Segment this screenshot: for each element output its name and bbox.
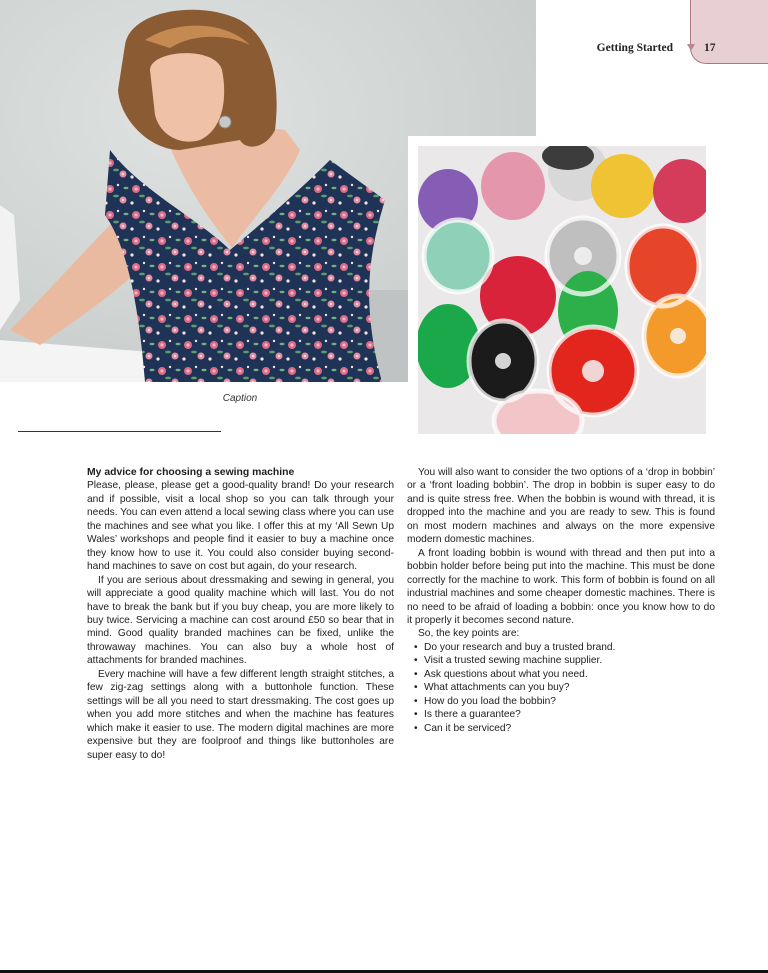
body-paragraph: Every machine will have a few different length straight stitches, a few zig-zag settings along with a buttonhole function. These settings will be all you need to start dressmaking. The cost goes up when you add more stitches and when the machine has features which make it easier to use. The modern digital machines are more expensive but they are foolproof and things like buttonholes are super easy to do! bbox=[87, 668, 394, 761]
list-item-text: Visit a trusted sewing machine supplier. bbox=[424, 655, 603, 667]
bobbins-photo-frame bbox=[408, 136, 718, 446]
bullet-icon: • bbox=[414, 668, 418, 680]
body-paragraph: A front loading bobbin is wound with thread and then put into a bobbin holder before being put into the machine. This must be done correctly for the machine to work. This form of bobbin is found on all industrial machines and some cheaper domestic machines. There is no need to be afraid of loading a bobbin: once you know how to do it properly it becomes second nature. bbox=[407, 547, 715, 626]
list-item-text: Is there a guarantee? bbox=[424, 709, 521, 721]
body-paragraph: If you are serious about dressmaking and sewing in general, you will appreciate a good quality machine which will last. You do not have to break the bank but if you buy cheap, you are more likely to buy twice. Servicing a machine can cost around £50 so bear that in mind. Good quality branded machines can be fixed, unlike the throwaway machines. You can also buy a whole host of attachments for branded machines. bbox=[87, 574, 394, 667]
list-item-text: Ask questions about what you need. bbox=[424, 668, 588, 680]
left-text-column bbox=[87, 466, 394, 762]
bullet-icon: • bbox=[414, 641, 418, 653]
section-divider bbox=[18, 431, 221, 432]
bullet-icon: • bbox=[414, 709, 418, 721]
list-item bbox=[414, 722, 715, 735]
colorful-bobbins-photo bbox=[418, 146, 706, 434]
list-item bbox=[414, 654, 715, 667]
section-heading: My advice for choosing a sewing machine bbox=[87, 467, 295, 478]
list-item-text: What attachments can you buy? bbox=[424, 682, 570, 694]
bullet-icon: • bbox=[414, 682, 418, 694]
page-number: 17 bbox=[704, 42, 716, 54]
list-item bbox=[414, 708, 715, 721]
triangle-marker-icon bbox=[687, 44, 695, 51]
bullet-icon: • bbox=[414, 722, 418, 734]
body-paragraph: You will also want to consider the two options of a ‘drop in bobbin’ or a ‘front loading bobbin’. The drop in bobbin is super easy to do and is quite stress free. When the bobbin is wound with thread, it is dropped into the machine and you are ready to sew. This is found on most modern machines and always on the more expensive modern domestic machines. bbox=[407, 467, 715, 546]
list-item bbox=[414, 695, 715, 708]
bobbins-illustration bbox=[418, 146, 706, 434]
bullet-icon: • bbox=[414, 655, 418, 667]
list-item bbox=[414, 681, 715, 694]
list-item-text: How do you load the bobbin? bbox=[424, 695, 556, 707]
body-paragraph: Please, please, please get a good-quality brand! Do your research and if possible, visit a local shop so you can talk through your needs. You can even attend a local sewing class where you can use the machines and see what you like. I offer this at my ‘All Sewn Up Wales’ workshops and people find it easier to buy a machine once they know how to use it. You could also consider buying second-hand machines to save on cost but again, do your research. bbox=[87, 480, 394, 573]
list-item-text: Can it be serviced? bbox=[424, 722, 512, 734]
chapter-title: Getting Started bbox=[596, 42, 673, 54]
list-item bbox=[414, 668, 715, 681]
body-paragraph: So, the key points are: bbox=[418, 628, 520, 640]
key-points-list bbox=[407, 641, 715, 735]
list-item bbox=[414, 641, 715, 654]
bullet-icon: • bbox=[414, 695, 418, 707]
list-item-text: Do your research and buy a trusted brand. bbox=[424, 641, 616, 653]
photo-caption: Caption bbox=[222, 393, 258, 404]
running-head bbox=[560, 40, 760, 60]
right-text-column bbox=[407, 466, 715, 735]
